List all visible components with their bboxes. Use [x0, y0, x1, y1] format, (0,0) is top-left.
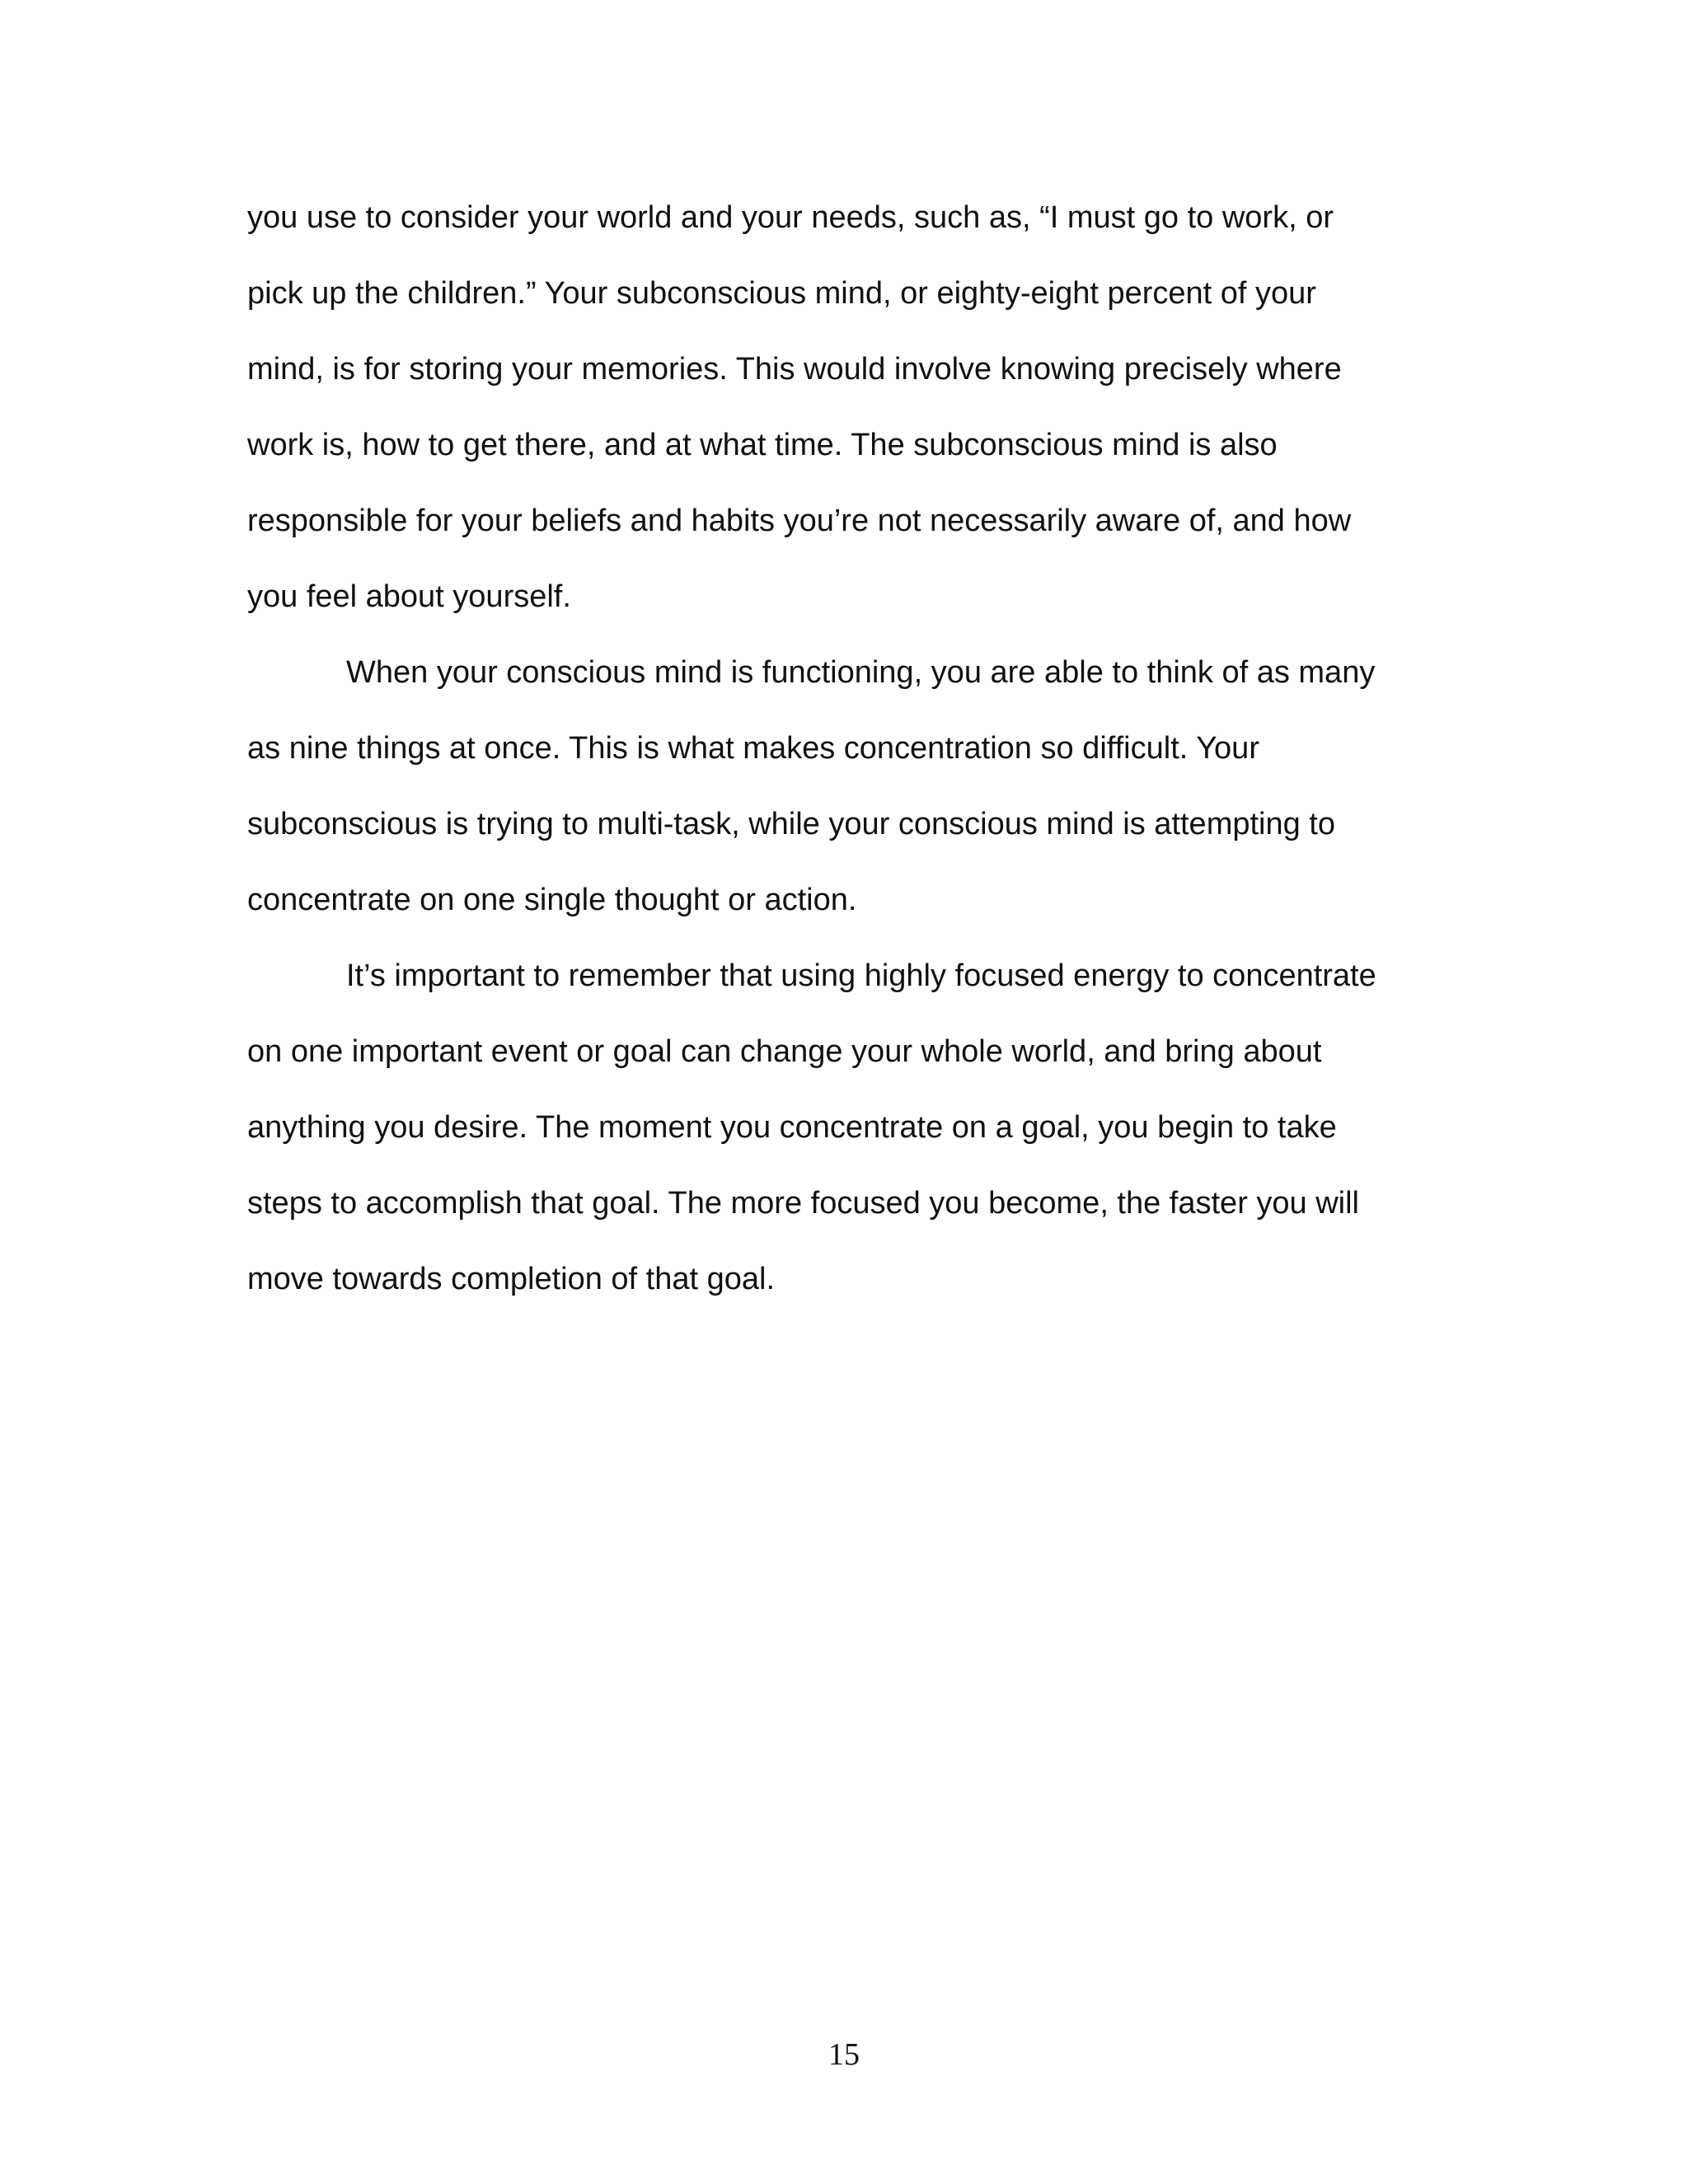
- page-number: 15: [828, 2037, 860, 2072]
- text-line: pick up the children.” Your subconscious mind, or eighty-eight percent of your: [247, 276, 1316, 311]
- text-line: mind, is for storing your memories. This would involve knowing precisely where: [247, 352, 1342, 387]
- body-text: [247, 180, 1442, 1317]
- text-line: responsible for your beliefs and habits you’re not necessarily aware of, and how: [247, 504, 1352, 538]
- text-line: as nine things at once. This is what makes concentration so difficult. Your: [247, 731, 1259, 766]
- text-line: When your conscious mind is functioning, you are able to think of as many: [346, 655, 1376, 690]
- text-line: you feel about yourself.: [247, 579, 571, 614]
- text-line: on one important event or goal can change your whole world, and bring about: [247, 1034, 1322, 1069]
- text-line: concentrate on one single thought or action.: [247, 883, 857, 917]
- text-line: you use to consider your world and your needs, such as, “I must go to work, or: [247, 200, 1334, 235]
- text-line: subconscious is trying to multi-task, while your conscious mind is attempting to: [247, 807, 1335, 841]
- text-line: anything you desire. The moment you concentrate on a goal, you begin to take: [247, 1110, 1337, 1145]
- text-line: work is, how to get there, and at what time. The subconscious mind is also: [247, 428, 1278, 462]
- text-line: steps to accomplish that goal. The more focused you become, the faster you will: [247, 1186, 1359, 1221]
- text-line: move towards completion of that goal.: [247, 1262, 776, 1296]
- text-line: It’s important to remember that using highly focused energy to concentrate: [346, 958, 1376, 993]
